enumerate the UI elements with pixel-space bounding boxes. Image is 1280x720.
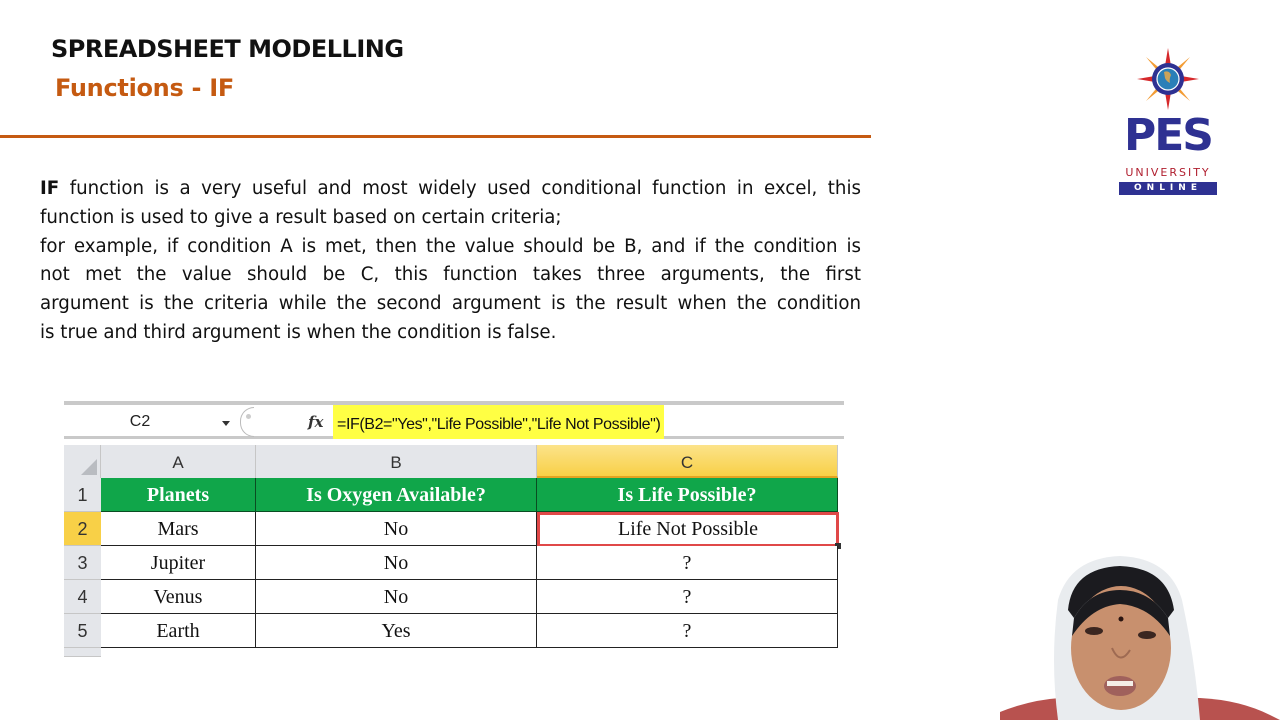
presenter-webcam: [1000, 540, 1280, 720]
paragraph-line-3: for example, if condition A is met, then the value should be B, and if the condition is: [40, 235, 861, 257]
cell-c1[interactable]: Is Life Possible?: [537, 478, 838, 512]
row-header-3[interactable]: 3: [64, 546, 101, 580]
select-all-corner[interactable]: [64, 445, 101, 478]
cell-c2-selected[interactable]: Life Not Possible: [537, 512, 839, 547]
row-header-6[interactable]: [64, 648, 101, 657]
row-header-1[interactable]: 1: [64, 478, 101, 512]
insert-function-icon[interactable]: fx: [308, 413, 324, 431]
excel-screenshot: [64, 401, 844, 657]
logo-university: UNIVERSITY: [1125, 166, 1211, 179]
if-function-description: [40, 175, 861, 348]
cell-a5[interactable]: Earth: [101, 614, 256, 648]
pes-university-logo: [1115, 48, 1220, 198]
column-header-b[interactable]: B: [256, 445, 537, 478]
cell-a4[interactable]: Venus: [101, 580, 256, 614]
cell-b5[interactable]: Yes: [256, 614, 537, 648]
cell-a2[interactable]: Mars: [101, 512, 256, 546]
slide-title: SPREADSHEET MODELLING: [51, 35, 404, 63]
paragraph-line-6: is true and third argument is when the condition is false.: [40, 321, 557, 343]
column-header-c[interactable]: C: [537, 445, 838, 478]
compass-globe-icon: [1137, 48, 1199, 110]
cell-a1[interactable]: Planets: [101, 478, 256, 512]
name-box[interactable]: C2: [129, 413, 151, 430]
name-box-dropdown-icon[interactable]: [222, 421, 230, 426]
row-header-2[interactable]: 2: [64, 512, 101, 546]
formula-bar: [64, 405, 844, 439]
cell-c5[interactable]: ?: [537, 614, 838, 648]
logo-name: PES: [1124, 110, 1212, 161]
row-header-4[interactable]: 4: [64, 580, 101, 614]
slide-subtitle: Functions - IF: [55, 74, 234, 102]
cell-b3[interactable]: No: [256, 546, 537, 580]
cell-c3[interactable]: ?: [537, 546, 838, 580]
paragraph-line-5: argument is the criteria while the second argument is the result when the condition: [40, 293, 861, 315]
cell-c4[interactable]: ?: [537, 580, 838, 614]
formula-input[interactable]: =IF(B2="Yes","Life Possible","Life Not Possible"): [333, 405, 664, 439]
paragraph-line-2: function is used to give a result based on certain criteria;: [40, 206, 562, 228]
presenter-video-icon: [1000, 540, 1280, 720]
paragraph-line-1: IF function is a very useful and most widely used conditional function in excel, this: [40, 178, 861, 199]
cell-b2[interactable]: No: [256, 512, 537, 546]
cell-a3[interactable]: Jupiter: [101, 546, 256, 580]
row-header-5[interactable]: 5: [64, 614, 101, 648]
title-divider: [0, 135, 871, 138]
paragraph-line-4: not met the value should be C, this function takes three arguments, the first: [40, 264, 861, 286]
logo-online: ONLINE: [1119, 182, 1217, 195]
if-keyword: IF: [40, 178, 60, 199]
cell-b1[interactable]: Is Oxygen Available?: [256, 478, 537, 512]
column-header-a[interactable]: A: [101, 445, 256, 478]
formula-bar-splitter[interactable]: [240, 407, 254, 437]
cell-b4[interactable]: No: [256, 580, 537, 614]
